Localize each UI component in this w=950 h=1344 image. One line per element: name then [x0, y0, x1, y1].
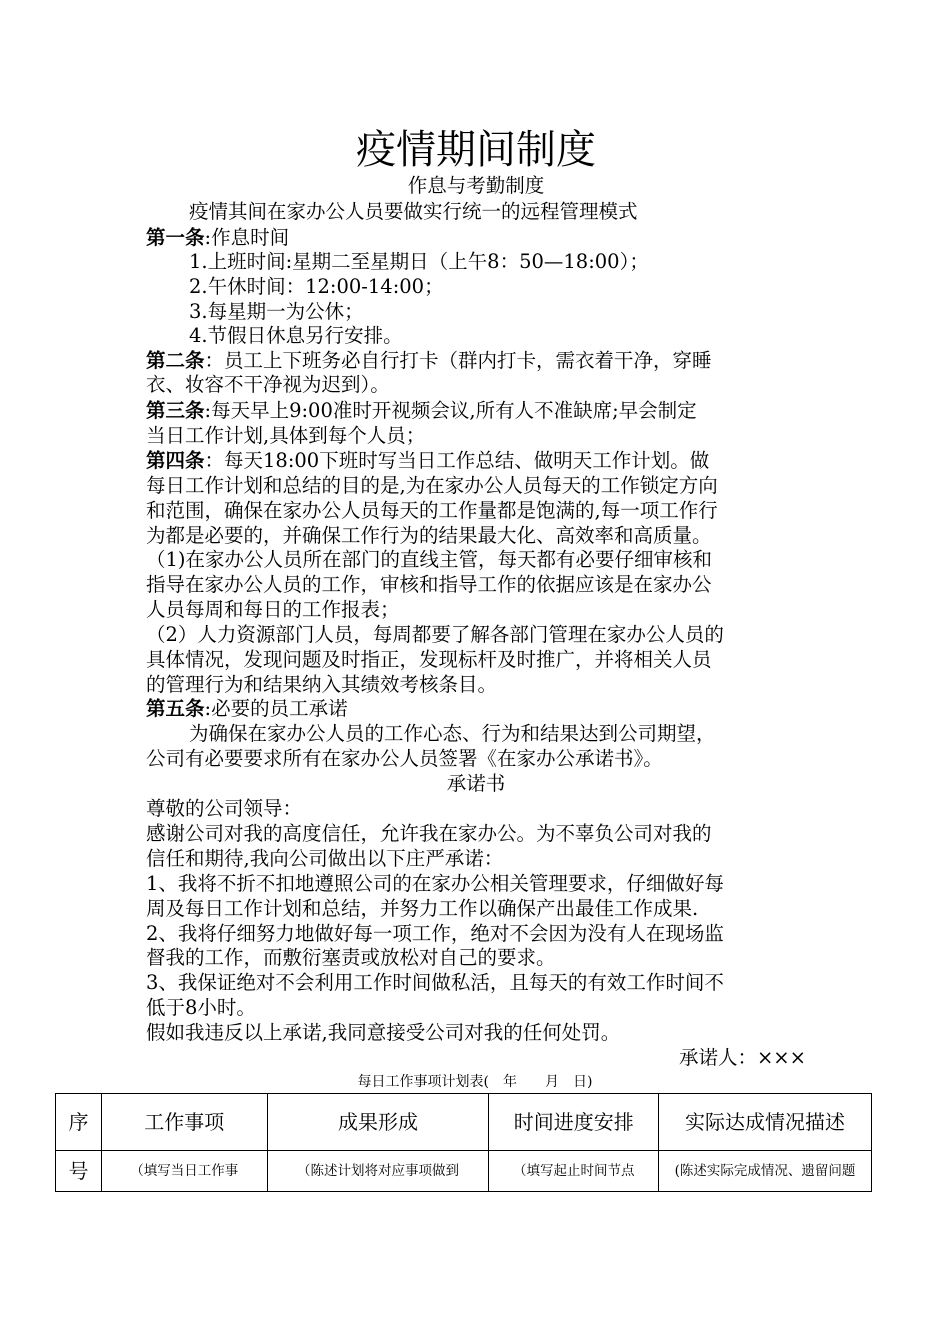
pledge-line: 尊敬的公司领导：: [146, 797, 303, 820]
table-caption: 每日工作事项计划表( 年 月 日): [357, 1074, 593, 1090]
article-4-label: 第四条: [146, 449, 205, 472]
pledge-line: 周及每日工作计划和总结，并努力工作以确保产出最佳工作成果.: [146, 897, 699, 920]
intro-line: 疫情其间在家办公人员要做实行统一的远程管理模式: [189, 200, 638, 223]
pledge-line: 信任和期待,我向公司做出以下庄严承诺：: [146, 847, 504, 870]
article-2-line: 衣、妆容不干净视为迟到）。: [146, 373, 390, 396]
table-hint-cell: （填写起止时间节点: [489, 1151, 659, 1192]
table-header-cell: 工作事项: [101, 1094, 267, 1151]
article-1-item: 1.上班时间:星期二至星期日（上午8：50—18:00）；: [189, 250, 649, 273]
table-header-cell: 成果形成: [267, 1094, 489, 1151]
article-4-line: （2）人力资源部门人员，每周都要了解各部门管理在家办公人员的: [146, 623, 724, 646]
pledge-line: 1、我将不折不扣地遵照公司的在家办公相关管理要求，仔细做好每: [146, 872, 724, 895]
article-5-line: 为确保在家办公人员的工作心态、行为和结果达到公司期望，: [189, 722, 716, 745]
article-4-line: 具体情况，发现问题及时指正，发现标杆及时推广，并将相关人员: [146, 648, 712, 671]
pledge-line: 假如我违反以上承诺,我同意接受公司对我的任何处罚。: [146, 1021, 621, 1044]
daily-plan-table: [55, 1093, 872, 1192]
article-5-text: :必要的员工承诺: [204, 697, 348, 720]
table-header-no-bottom: 号: [56, 1151, 102, 1192]
pledge-line: 感谢公司对我的高度信任，允许我在家办公。为不辜负公司对我的: [146, 822, 712, 845]
article-4-line: （1)在家办公人员所在部门的直线主管，每天都有必要仔细审核和: [146, 548, 713, 571]
article-1-item: 4.节假日休息另行安排。: [189, 324, 403, 347]
pledge-heading: 承诺书: [446, 772, 506, 795]
pledge-line: 督我的工作，而敷衍塞责或放松对自己的要求。: [146, 946, 556, 969]
table-header-no-top: 序: [56, 1094, 102, 1151]
article-1-heading: [146, 225, 806, 251]
article-2-line: [146, 348, 806, 374]
article-3-line: 当日工作计划,具体到每个人员；: [146, 424, 426, 447]
article-4-line: 为都是必要的，并确保工作行为的结果最大化、高效率和高质量。: [146, 524, 712, 547]
document-subtitle: 作息与考勤制度: [407, 174, 545, 197]
table-header-cell: 时间进度安排: [489, 1094, 659, 1151]
article-5-label: 第五条: [146, 697, 205, 720]
table-hint-cell: （填写当日工作事: [101, 1151, 267, 1192]
table-header-cell: 实际达成情况描述: [659, 1094, 872, 1151]
table-hint-cell: (陈述实际完成情况、遗留问题: [659, 1151, 872, 1192]
article-3-label: 第三条: [146, 399, 205, 422]
article-1-item: 3.每星期一为公休；: [189, 300, 364, 323]
article-4-line: [146, 448, 806, 474]
table-subheader-row: [56, 1151, 872, 1192]
pledge-signature: 承诺人：×××: [678, 1046, 806, 1069]
article-4-line: 指导在家办公人员的工作，审核和指导工作的依据应该是在家办公: [146, 573, 712, 596]
table-hint-cell: （陈述计划将对应事项做到: [267, 1151, 489, 1192]
article-3-line: [146, 398, 806, 424]
pledge-line: 2、我将仔细努力地做好每一项工作，绝对不会因为没有人在现场监: [146, 922, 724, 945]
article-1-item: 2.午休时间：12:00-14:00；: [189, 275, 444, 298]
article-1-text: :作息时间: [204, 226, 290, 249]
article-4-line: 人员每周和每日的工作报表；: [146, 598, 400, 621]
document-title: 疫情期间制度: [356, 127, 596, 173]
article-5-heading: [146, 696, 806, 722]
pledge-line: 3、我保证绝对不会利用工作时间做私活，且每天的有效工作时间不: [146, 971, 724, 994]
article-4-line: 的管理行为和结果纳入其绩效考核条目。: [146, 673, 498, 696]
pledge-line: 低于8小时。: [146, 996, 256, 1019]
article-2-label: 第二条: [146, 349, 205, 372]
article-4-line: 和范围，确保在家办公人员每天的工作量都是饱满的,每一项工作行: [146, 499, 718, 522]
article-2-text: ：员工上下班务必自行打卡（群内打卡，需衣着干净，穿睡: [204, 349, 712, 372]
table-header-row: [56, 1094, 872, 1151]
article-4-line: 每日工作计划和总结的目的是,为在家办公人员每天的工作锁定方向: [146, 474, 718, 497]
article-1-label: 第一条: [146, 226, 205, 249]
article-5-line: 公司有必要要求所有在家办公人员签署《在家办公承诺书》。: [146, 747, 663, 770]
article-4-text: ：每天18:00下班时写当日工作总结、做明天工作计划。做: [204, 449, 710, 472]
article-3-text: :每天早上9:00准时开视频会议,所有人不准缺席;早会制定: [204, 399, 697, 422]
